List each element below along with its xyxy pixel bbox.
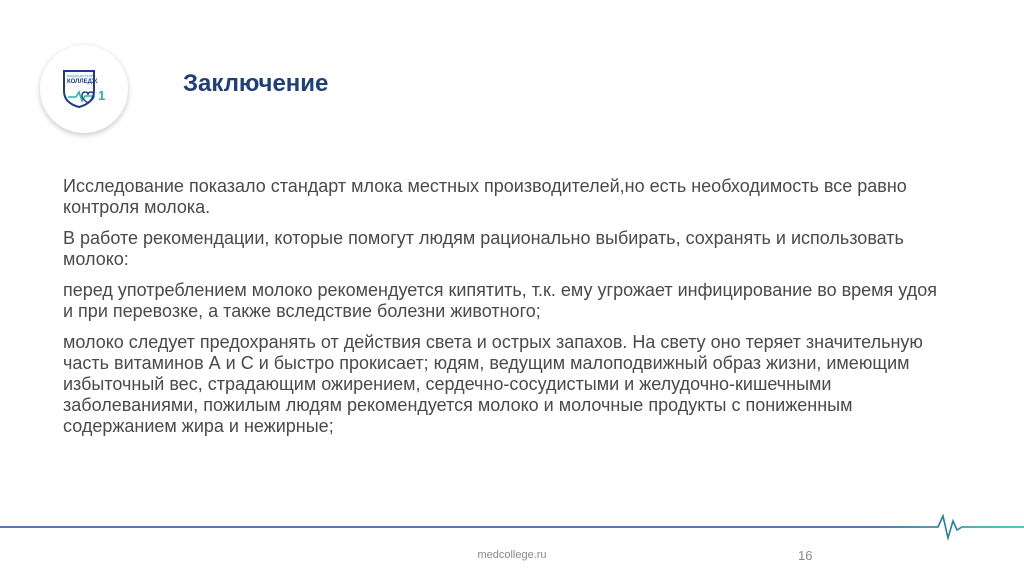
paragraph-2: В работе рекомендации, которые помогут людям рационально выбирать, сохранять и использовать молоко: (63, 228, 904, 269)
college-logo (40, 45, 128, 133)
slide-content (63, 176, 943, 447)
logo-text-line1: медицинский (67, 73, 94, 78)
paragraph-4: молоко следует предохранять от действия света и острых запахов. На свету оно теряет значительную часть витаминов А и С и быстро прокисает; юдям, ведущим малоподвижный образ жизни, имеющим избыточный вес, страдающим ожирением, сердечно-сосудистыми и желудочно-кишечными заболеваниями, пожилым людям рекомендуется молоко и молочные продукты с пониженным содержанием жира и нежирные; (63, 332, 923, 436)
logo-text-line2: КОЛЛЕДЖ (67, 79, 98, 85)
heartbeat-divider-line (0, 512, 1024, 542)
logo-number: 1 (98, 88, 106, 103)
paragraph-1: Исследование показало стандарт млока местных производителей,но есть необходимость все равно контроля молока. (63, 176, 907, 217)
page-number: 16 (798, 548, 813, 563)
footer-url: medcollege.ru (477, 549, 547, 561)
slide-title: Заключение (183, 70, 329, 97)
paragraph-3: перед употреблением молоко рекомендуется кипятить, т.к. ему угрожает инфицирование во время удоя и при перевозке, а также вследствие болезни животного; (63, 280, 937, 321)
